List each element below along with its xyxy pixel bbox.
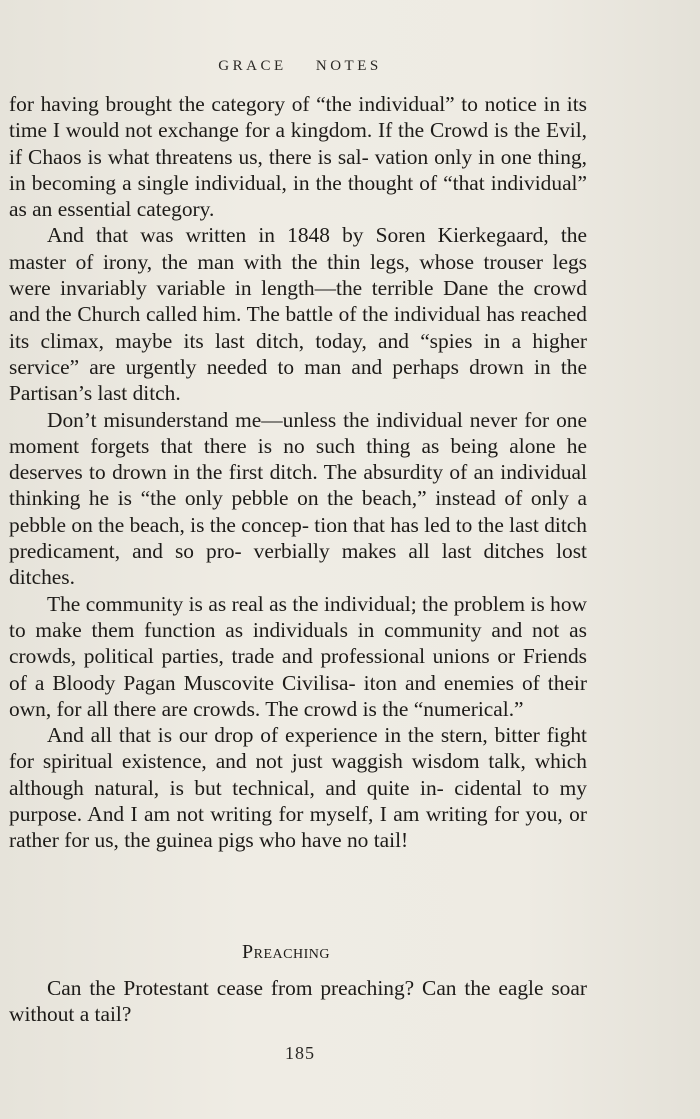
running-head: GRACE NOTES (218, 58, 382, 74)
section-text (9, 975, 587, 1028)
paragraph-2: And that was written in 1848 by Soren Kierkegaard, the master of irony, the man with the thin legs, whose trouser legs were invariably variable in length—the terrible Dane the crowd and the Church called him. The battle of the individual has reached its climax, maybe its last ditch, today, and “spies in a higher service” are urgently needed to man and perhaps drown in the Partisan’s last ditch. (9, 223, 587, 406)
section-heading: Preaching (242, 941, 330, 963)
paragraph-5: And all that is our drop of experience in the stern, bitter fight for spiritual existence, and not just waggish wisdom talk, which although natural, is but technical, and quite in- cidental to my purpose. And I am not writing for myself, I am writing for you, or rather for us, the guinea pigs who have no tail! (9, 723, 587, 853)
paragraph-3: Don’t misunderstand me—unless the individual never for one moment forgets that there is no such thing as being alone he deserves to drown in the first ditch. The absurdity of an individual thinking he is “the only pebble on the beach,” instead of only a pebble on the beach, is the concep- tion that has led to the last ditch predicament, and so pro- verbially makes all last ditches lost ditches. (9, 407, 587, 590)
paragraph-4: The community is as real as the individual; the problem is how to make them function as individuals in community and not as crowds, political parties, trade and professional unions or Friends of a Bloody Pagan Muscovite Civilisa- iton and enemies of their own, for all there are crowds. The crowd is the “numerical.” (9, 591, 587, 721)
body-text (9, 91, 587, 854)
section-paragraph: Can the Protestant cease from preaching? Can the eagle soar without a tail? (9, 976, 587, 1027)
page-number: 185 (285, 1043, 315, 1063)
paragraph-1: for having brought the category of “the individual” to notice in its time I would not exchange for a kingdom. If the Crowd is the Evil, if Chaos is what threatens us, there is sal- vation only in one thing, in becoming a single individual, in the thought of “that individual” as an essential category. (9, 92, 587, 222)
